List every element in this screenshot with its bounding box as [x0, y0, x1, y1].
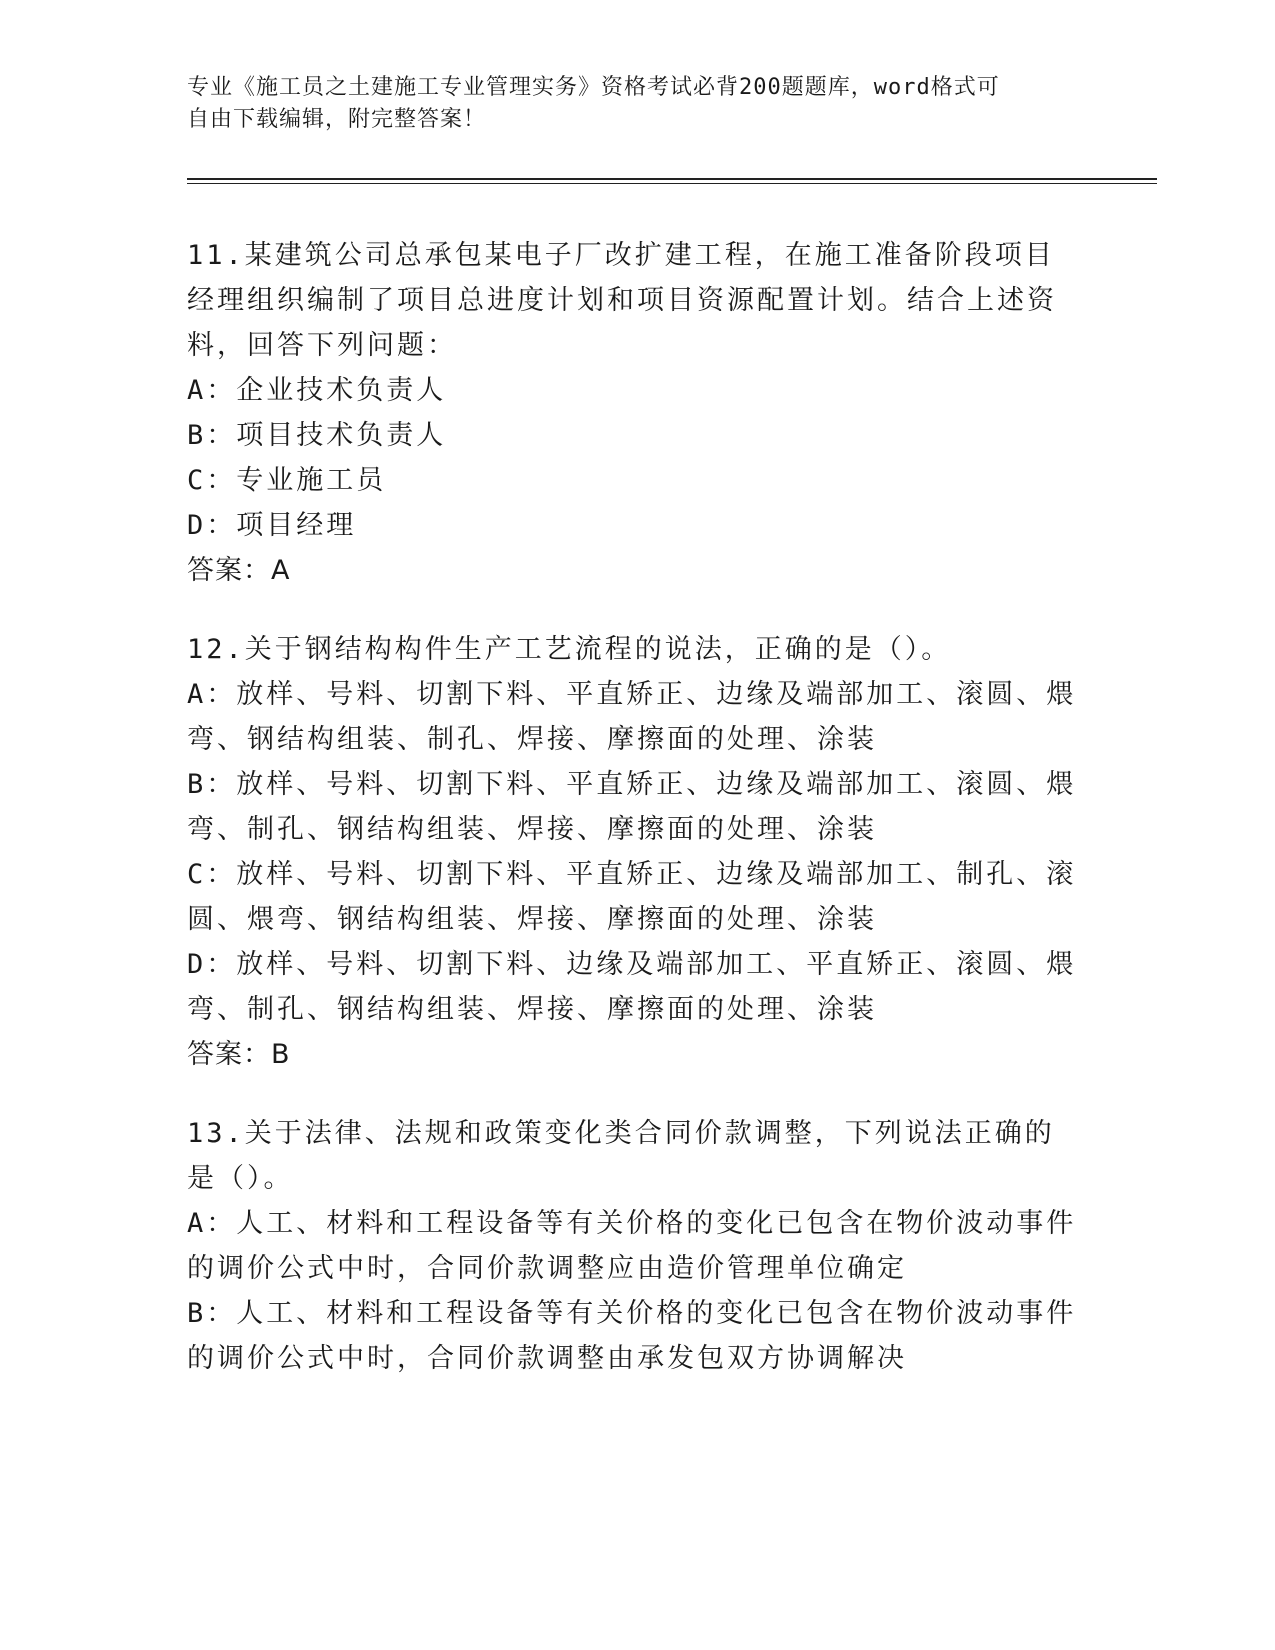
question-stem: 12.关于钢结构构件生产工艺流程的说法，正确的是（）。	[187, 634, 952, 665]
header-rule-thick	[187, 178, 1157, 180]
answer: 答案：B	[187, 1039, 291, 1070]
header-line-1: 专业《施工员之土建施工专业管理实务》资格考试必背200题题库，word格式可	[187, 75, 1000, 100]
question-stem: 11.某建筑公司总承包某电子厂改扩建工程，在施工准备阶段项目经理组织编制了项目总进度计划和项目资源配置计划。结合上述资料，回答下列问题：	[187, 240, 1057, 361]
option-a: A：放样、号料、切割下料、平直矫正、边缘及端部加工、滚圆、煨弯、钢结构组装、制孔、焊接、摩擦面的处理、涂装	[187, 679, 1077, 755]
option-b: B：人工、材料和工程设备等有关价格的变化已包含在物价波动事件的调价公式中时，合同价款调整由承发包双方协调解决	[187, 1298, 1077, 1374]
option-d: D：项目经理	[187, 510, 357, 541]
option-a: A：企业技术负责人	[187, 375, 447, 406]
question-stem: 13.关于法律、法规和政策变化类合同价款调整，下列说法正确的是（）。	[187, 1118, 1055, 1194]
option-c: C：放样、号料、切割下料、平直矫正、边缘及端部加工、制孔、滚圆、煨弯、钢结构组装、焊接、摩擦面的处理、涂装	[187, 859, 1077, 935]
header-line-2: 自由下载编辑，附完整答案！	[187, 107, 487, 132]
option-d: D：放样、号料、切割下料、边缘及端部加工、平直矫正、滚圆、煨弯、制孔、钢结构组装、焊接、摩擦面的处理、涂装	[187, 949, 1077, 1025]
answer: 答案：A	[187, 555, 291, 586]
question-12	[187, 627, 1077, 1077]
option-b: B：放样、号料、切割下料、平直矫正、边缘及端部加工、滚圆、煨弯、制孔、钢结构组装、焊接、摩擦面的处理、涂装	[187, 769, 1077, 845]
option-b: B：项目技术负责人	[187, 420, 447, 451]
option-a: A：人工、材料和工程设备等有关价格的变化已包含在物价波动事件的调价公式中时，合同价款调整应由造价管理单位确定	[187, 1208, 1077, 1284]
question-13	[187, 1111, 1077, 1381]
question-list	[187, 233, 1077, 1415]
header-rule-thin	[187, 183, 1157, 184]
question-11	[187, 233, 1077, 593]
document-header	[187, 72, 1067, 136]
option-c: C：专业施工员	[187, 465, 387, 496]
